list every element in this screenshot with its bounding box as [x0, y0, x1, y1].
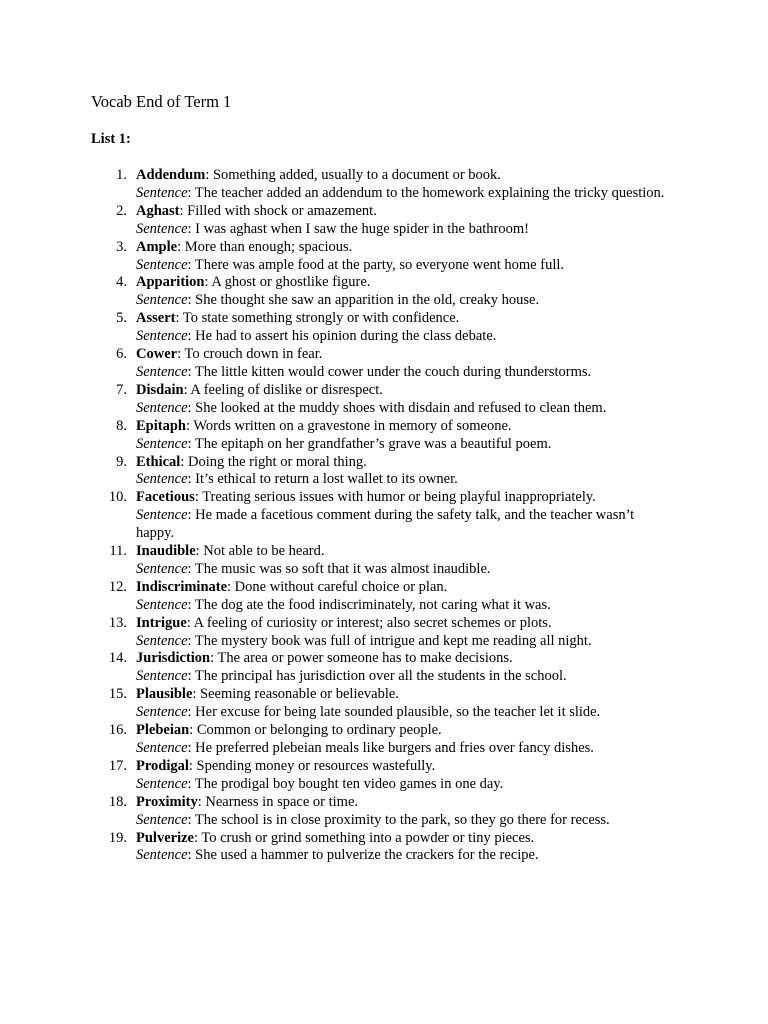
- vocab-entry: [0, 274, 768, 310]
- term-definition: : Doing the right or moral thing.: [180, 453, 367, 470]
- term-definition: : A ghost or ghostlike figure.: [204, 274, 371, 291]
- sentence-line: [136, 221, 666, 239]
- sentence-label: Sentence: [136, 507, 188, 524]
- vocab-entry: [0, 794, 768, 830]
- sentence-line: [136, 847, 666, 865]
- term-definition: : Seeming reasonable or believable.: [192, 686, 399, 703]
- term-definition: : Treating serious issues with humor or being playful inappropriately.: [194, 489, 596, 506]
- entry-body: [136, 722, 666, 758]
- entry-body: [136, 579, 666, 615]
- entry-body: [136, 489, 666, 543]
- entry-body: [136, 830, 666, 866]
- example-sentence: : The mystery book was full of intrigue and kept me reading all night.: [187, 632, 592, 649]
- example-sentence: : He had to assert his opinion during the class debate.: [187, 328, 497, 345]
- vocab-entry: [0, 722, 768, 758]
- entry-body: [136, 454, 666, 490]
- entry-number: 4.: [116, 274, 127, 291]
- vocab-term: Aghast: [136, 202, 180, 219]
- sentence-line: [136, 364, 666, 382]
- term-definition: : More than enough; spacious.: [177, 238, 353, 255]
- sentence-label: Sentence: [136, 560, 188, 577]
- entry-number: 18.: [108, 793, 127, 810]
- entry-number: 8.: [116, 417, 127, 434]
- entry-body: [136, 794, 666, 830]
- term-definition: : Done without careful choice or plan.: [227, 578, 448, 595]
- vocab-term: Cower: [136, 346, 178, 363]
- sentence-line: [136, 328, 666, 346]
- sentence-label: Sentence: [136, 256, 188, 273]
- entry-body: [136, 203, 666, 239]
- entry-number: 12.: [108, 578, 127, 595]
- vocab-term: Proximity: [136, 793, 198, 810]
- sentence-line: [136, 292, 666, 310]
- example-sentence: : The prodigal boy bought ten video games in one day.: [187, 775, 504, 792]
- vocab-term: Indiscriminate: [136, 578, 228, 595]
- example-sentence: : The school is in close proximity to the park, so they go there for recess.: [187, 811, 610, 828]
- example-sentence: : The music was so soft that it was almost inaudible.: [187, 560, 491, 577]
- term-definition: : To state something strongly or with confidence.: [175, 310, 460, 327]
- definition-line: [136, 274, 666, 292]
- entry-number: 11.: [109, 543, 127, 560]
- sentence-label: Sentence: [136, 632, 188, 649]
- term-definition: : A feeling of dislike or disrespect.: [183, 381, 383, 398]
- sentence-label: Sentence: [136, 775, 188, 792]
- vocab-entry: [0, 418, 768, 454]
- vocab-term: Assert: [136, 310, 176, 327]
- sentence-line: [136, 257, 666, 275]
- entry-number: 10.: [108, 489, 127, 506]
- sentence-label: Sentence: [136, 399, 188, 416]
- entry-body: [136, 274, 666, 310]
- definition-line: [136, 686, 666, 704]
- vocab-term: Addendum: [136, 167, 206, 183]
- example-sentence: : He preferred plebeian meals like burgers and fries over fancy dishes.: [187, 740, 594, 756]
- sentence-line: [136, 740, 666, 758]
- example-sentence: : The principal has jurisdiction over all the students in the school.: [187, 668, 567, 685]
- sentence-label: Sentence: [136, 363, 188, 380]
- example-sentence: : It’s ethical to return a lost wallet to its owner.: [187, 471, 458, 488]
- entry-body: [136, 382, 666, 418]
- entry-number: 1.: [116, 167, 127, 183]
- sentence-label: Sentence: [136, 471, 188, 488]
- sentence-label: Sentence: [136, 435, 188, 452]
- sentence-label: Sentence: [136, 740, 188, 756]
- definition-line: [136, 758, 666, 776]
- definition-line: [136, 167, 666, 185]
- entry-number: 9.: [116, 453, 127, 470]
- vocab-entry: [0, 615, 768, 651]
- sentence-line: [136, 561, 666, 579]
- vocab-term: Ample: [136, 238, 178, 255]
- vocab-entry: [0, 579, 768, 615]
- example-sentence: : The little kitten would cower under the couch during thunderstorms.: [187, 363, 592, 380]
- entry-number: 3.: [116, 238, 127, 255]
- definition-line: [136, 650, 666, 668]
- term-definition: : Something added, usually to a document or book.: [205, 167, 501, 183]
- vocab-term: Disdain: [136, 381, 184, 398]
- term-definition: : To crouch down in fear.: [177, 346, 323, 363]
- definition-line: [136, 543, 666, 561]
- term-definition: : Words written on a gravestone in memory of someone.: [185, 417, 512, 434]
- sentence-label: Sentence: [136, 704, 188, 721]
- vocab-entry: [0, 167, 768, 203]
- definition-line: [136, 615, 666, 633]
- entry-body: [136, 346, 666, 382]
- definition-line: [136, 310, 666, 328]
- entry-number: 17.: [108, 757, 127, 774]
- example-sentence: : The dog ate the food indiscriminately, not caring what it was.: [187, 596, 551, 613]
- example-sentence: : She used a hammer to pulverize the crackers for the recipe.: [187, 847, 539, 864]
- vocab-entry: [0, 543, 768, 579]
- sentence-label: Sentence: [136, 292, 188, 309]
- entry-body: [136, 615, 666, 651]
- example-sentence: : The epitaph on her grandfather’s grave was a beautiful poem.: [187, 435, 552, 452]
- definition-line: [136, 382, 666, 400]
- definition-line: [136, 722, 666, 740]
- vocab-term: Plausible: [136, 686, 193, 703]
- example-sentence: : I was aghast when I saw the huge spider in the bathroom!: [187, 220, 529, 237]
- example-sentence: : He made a facetious comment during the safety talk, and the teacher wasn’t happy.: [136, 507, 635, 542]
- entry-body: [136, 239, 666, 275]
- example-sentence: : There was ample food at the party, so everyone went home full.: [187, 256, 565, 273]
- document-title: Vocab End of Term 1: [91, 92, 232, 111]
- entry-number: 19.: [108, 829, 127, 846]
- sentence-label: Sentence: [136, 811, 188, 828]
- vocab-entry: [0, 758, 768, 794]
- entry-body: [136, 686, 666, 722]
- definition-line: [136, 830, 666, 848]
- entry-body: [136, 650, 666, 686]
- definition-line: [136, 346, 666, 364]
- sentence-line: [136, 668, 666, 686]
- example-sentence: : Her excuse for being late sounded plausible, so the teacher let it slide.: [187, 704, 601, 721]
- entry-number: 5.: [116, 310, 127, 327]
- sentence-line: [136, 704, 666, 722]
- definition-line: [136, 794, 666, 812]
- definition-line: [136, 454, 666, 472]
- term-definition: : Spending money or resources wastefully.: [188, 757, 436, 774]
- term-definition: : The area or power someone has to make decisions.: [210, 650, 513, 667]
- vocab-entry: [0, 203, 768, 239]
- definition-line: [136, 579, 666, 597]
- entry-number: 2.: [116, 202, 127, 219]
- vocab-entry: [0, 489, 768, 543]
- entry-number: 7.: [116, 381, 127, 398]
- entry-number: 16.: [108, 722, 127, 739]
- example-sentence: : She thought she saw an apparition in the old, creaky house.: [187, 292, 540, 309]
- vocab-entry: [0, 650, 768, 686]
- entry-body: [136, 310, 666, 346]
- entry-number: 13.: [108, 614, 127, 631]
- vocab-entry: [0, 239, 768, 275]
- sentence-label: Sentence: [136, 328, 188, 345]
- sentence-line: [136, 633, 666, 651]
- vocab-term: Pulverize: [136, 829, 194, 846]
- vocab-term: Plebeian: [136, 722, 190, 739]
- sentence-line: [136, 471, 666, 489]
- term-definition: : To crush or grind something into a powder or tiny pieces.: [193, 829, 535, 846]
- sentence-label: Sentence: [136, 220, 188, 237]
- definition-line: [136, 418, 666, 436]
- entry-body: [136, 418, 666, 454]
- example-sentence: : The teacher added an addendum to the homework explaining the tricky question.: [187, 184, 665, 201]
- vocab-entry: [0, 346, 768, 382]
- entry-body: [136, 758, 666, 794]
- sentence-label: Sentence: [136, 847, 188, 864]
- term-definition: : Not able to be heard.: [195, 543, 325, 560]
- entry-body: [136, 543, 666, 579]
- sentence-line: [136, 436, 666, 454]
- vocab-term: Intrigue: [136, 614, 187, 631]
- sentence-label: Sentence: [136, 184, 188, 201]
- sentence-line: [136, 597, 666, 615]
- sentence-label: Sentence: [136, 668, 188, 685]
- entry-number: 6.: [116, 346, 127, 363]
- term-definition: : Filled with shock or amazement.: [179, 202, 377, 219]
- vocab-term: Jurisdiction: [136, 650, 211, 667]
- vocab-entry: [0, 830, 768, 866]
- list-heading: List 1:: [91, 131, 131, 147]
- entry-number: 15.: [108, 686, 127, 703]
- vocab-entry: [0, 310, 768, 346]
- vocab-term: Epitaph: [136, 417, 186, 434]
- vocab-term: Facetious: [136, 489, 195, 506]
- sentence-line: [136, 185, 666, 203]
- term-definition: : Common or belonging to ordinary people.: [189, 722, 442, 739]
- example-sentence: : She looked at the muddy shoes with disdain and refused to clean them.: [187, 399, 607, 416]
- sentence-label: Sentence: [136, 596, 188, 613]
- sentence-line: [136, 507, 666, 543]
- sentence-line: [136, 400, 666, 418]
- definition-line: [136, 203, 666, 221]
- vocab-term: Inaudible: [136, 543, 196, 560]
- sentence-line: [136, 776, 666, 794]
- vocab-list: [0, 167, 768, 865]
- vocab-entry: [0, 454, 768, 490]
- definition-line: [136, 489, 666, 507]
- vocab-term: Ethical: [136, 453, 181, 470]
- vocab-term: Prodigal: [136, 757, 189, 774]
- term-definition: : A feeling of curiosity or interest; also secret schemes or plots.: [186, 614, 552, 631]
- sentence-line: [136, 812, 666, 830]
- vocab-entry: [0, 382, 768, 418]
- vocab-entry: [0, 686, 768, 722]
- entry-number: 14.: [108, 650, 127, 667]
- definition-line: [136, 239, 666, 257]
- entry-body: [136, 167, 666, 203]
- vocab-term: Apparition: [136, 274, 205, 291]
- term-definition: : Nearness in space or time.: [197, 793, 359, 810]
